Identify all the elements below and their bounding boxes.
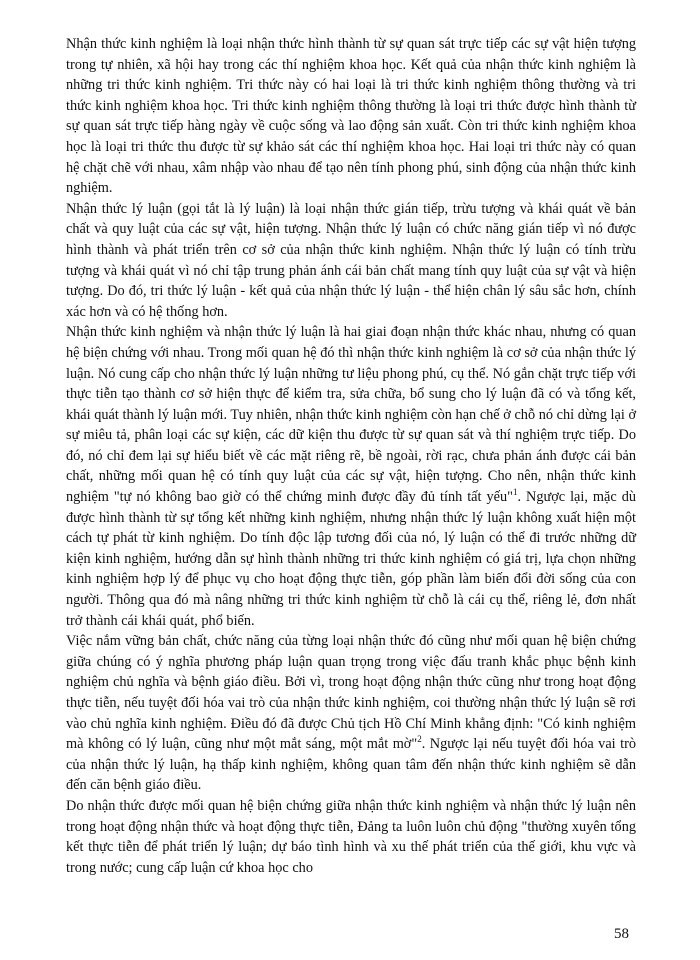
paragraph-dialectical-relation: Nhận thức kinh nghiệm và nhận thức lý luận là hai giai đoạn nhận thức khác nhau, nhưng có quan hệ biện chứng với nhau. Trong mối quan hệ đó thì nhận thức kinh nghiệm là cơ sở của nhận thức lý luận. Nó cung cấp cho nhận thức lý luận những tư liệu phong phú, cụ thể. Nó gắn chặt trực tiếp với thực tiễn tạo thành cơ sở hiện thực để kiểm tra, sửa chữa, bổ sung cho lý luận đã có và tổng kết, khái quát thành lý luận mới. Tuy nhiên, nhận thức kinh nghiệm còn hạn chế ở chỗ nó chỉ dừng lại ở sự miêu tả, phân loại các sự kiện, các dữ kiện thu được từ sự quan sát và thí nghiệm trực tiếp. Do đó, nó chỉ đem lại sự hiểu biết về các mặt riêng rẽ, bề ngoài, rời rạc, chưa phản ánh được cái bản chất, những mối quan hệ có tính quy luật của các sự vật, hiện tượng. Cho nên, nhận thức kinh nghiệm "tự nó không bao giờ có thể chứng minh được đầy đủ tính tất yếu"$^1$. Ngược lại, mặc dù được hình thành từ sự tổng kết những kinh nghiệm, nhưng nhận thức lý luận không xuất hiện một cách tự phát từ kinh nghiệm. Do tính độc lập tương đối của nó, lý luận có thể đi trước những dữ kiện kinh nghiệm, hướng dẫn sự hình thành những tri thức kinh nghiệm có giá trị, lựa chọn những kinh nghiệm hợp lý để phục vụ cho hoạt động thực tiễn, góp phần làm biến đổi đời sống của con người. Thông qua đó mà nâng những tri thức kinh nghiệm từ chỗ là cái cụ thể, riêng lẻ, đơn nhất trở thành cái khái quát, phổ biến. bbox=[66, 324, 636, 629]
paragraph-empirical-cognition: Nhận thức kinh nghiệm là loại nhận thức hình thành từ sự quan sát trực tiếp các sự vật hiện tượng trong tự nhiên, xã hội hay trong các thí nghiệm khoa học. Kết quả của nhận thức kinh nghiệm là những tri thức kinh nghiệm. Tri thức này có hai loại là tri thức kinh nghiệm thông thường và tri thức kinh nghiệm khoa học. Tri thức kinh nghiệm thông thường là loại tri thức được hình thành từ sự quan sát trực tiếp hàng ngày về cuộc sống và lao động sản xuất. Còn tri thức kinh nghiệm khoa học là loại tri thức thu được từ sự khảo sát các thí nghiệm khoa học. Hai loại tri thức này có quan hệ chặt chẽ với nhau, xâm nhập vào nhau để tạo nên tính phong phú, sinh động của nhận thức kinh nghiệm. bbox=[66, 36, 636, 197]
paragraph-party-practice: Do nhận thức được mối quan hệ biện chứng giữa nhận thức kinh nghiệm và nhận thức lý luận nên trong hoạt động nhận thức và hoạt động thực tiễn, Đảng ta luôn luôn chủ động "thường xuyên tổng kết thực tiễn để phát triển lý luận; dự báo tình hình và xu thế phát triển của thế giới, khu vực và trong nước; cung cấp luận cứ khoa học cho bbox=[66, 797, 636, 876]
body-text bbox=[66, 34, 636, 878]
paragraph-theoretical-cognition: Nhận thức lý luận (gọi tắt là lý luận) là loại nhận thức gián tiếp, trừu tượng và khái quát về bản chất và quy luật của các sự vật, hiện tượng. Nhận thức lý luận có chức năng gián tiếp vì nó được hình thành và phát triển trên cơ sở của nhận thức kinh nghiệm. Nhận thức lý luận có tính trừu tượng và khái quát vì nó chỉ tập trung phản ánh cái bản chất mang tính quy luật của sự vật và hiện tượng. Do đó, tri thức lý luận - kết quả của nhận thức lý luận - thể hiện chân lý sâu sắc hơn, chính xác hơn và có hệ thống hơn. bbox=[66, 200, 636, 320]
paragraph-methodology: Việc nắm vững bản chất, chức năng của từng loại nhận thức đó cũng như mối quan hệ biện chứng giữa chúng có ý nghĩa phương pháp luận quan trọng trong việc đấu tranh khắc phục bệnh kinh nghiệm chủ nghĩa và bệnh giáo điều. Bởi vì, trong hoạt động nhận thức cũng như trong hoạt động thực tiễn, nếu tuyệt đối hóa vai trò của nhận thức kinh nghiệm, coi thường nhận thức lý luận sẽ rơi vào chủ nghĩa kinh nghiệm. Điều đó đã được Chủ tịch Hồ Chí Minh khẳng định: "Có kinh nghiệm mà không có lý luận, cũng như một mắt sáng, một mắt mờ"$^2$. Ngược lại nếu tuyệt đối hóa vai trò của nhận thức lý luận, hạ thấp kinh nghiệm, không quan tâm đến nhận thức kinh nghiệm sẽ dẫn đến căn bệnh giáo điều. bbox=[66, 633, 636, 794]
page-number: 58 bbox=[614, 926, 629, 942]
footnote-marker-1[interactable]: 1 bbox=[512, 487, 518, 498]
footnote-marker-2[interactable]: 2 bbox=[417, 734, 422, 745]
